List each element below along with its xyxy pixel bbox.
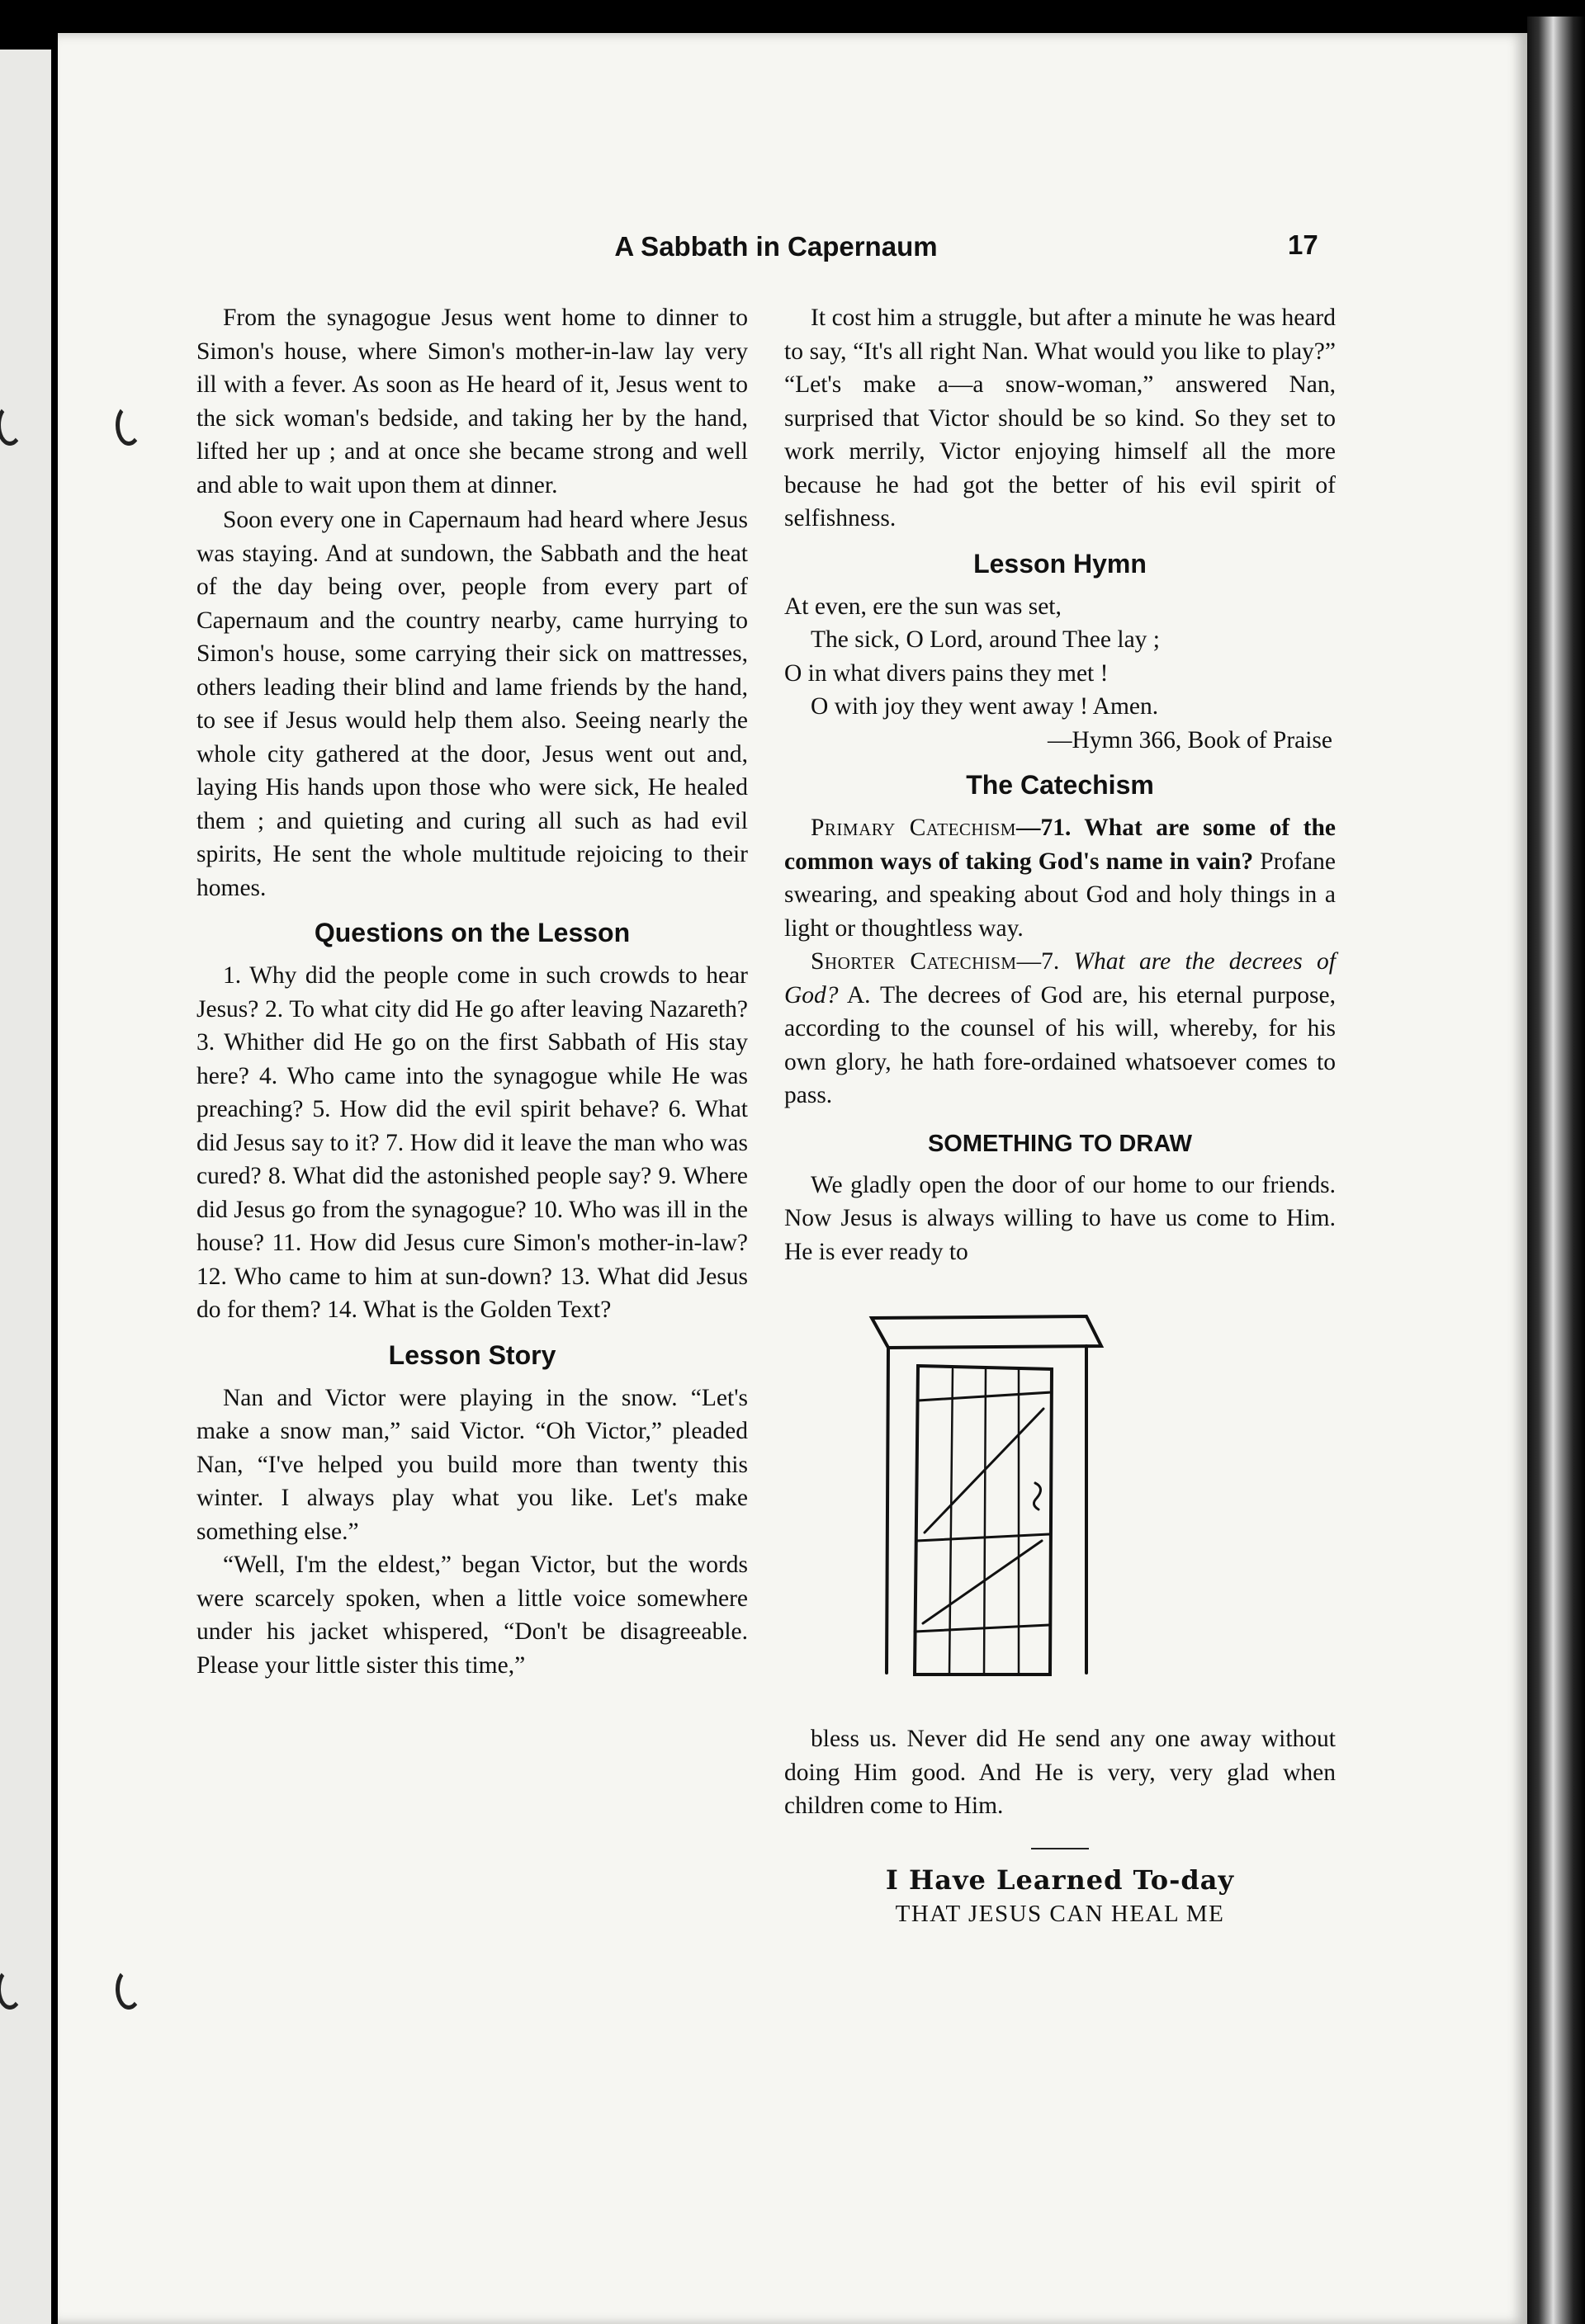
page-title: A Sabbath in Capernaum <box>614 231 938 262</box>
right-column <box>784 301 1336 1930</box>
shorter-catechism-label: Shorter Catechism <box>811 948 1017 975</box>
questions-heading: Questions on the Lesson <box>314 918 631 947</box>
shorter-catechism <box>784 945 1336 1112</box>
hymn-line: O with joy they went away ! Amen. <box>811 693 1159 720</box>
lesson-hymn-heading: Lesson Hymn <box>973 548 1147 579</box>
shorter-catechism-answer: A. The decrees of God are, his eternal purpose, according to the counsel of his will, whereby, for his own glory, he hath fore-ordained whatsoever comes to pass. <box>784 981 1336 1108</box>
primary-catechism-label: Primary Catechism <box>811 815 1016 841</box>
narrative-paragraph: Soon every one in Capernaum had heard where Jesus was staying. And at sundown, the Sabbath and the heat of the day being over, people from every part of Capernaum and the country nearby, came hurrying to Simon's house, some carrying their sick on mattresses, others leading their blind and lame friends by the hand, to see if Jesus would help them also. Seeing nearly the whole city gathered at the door, Jesus went out and, laying His hands upon those who were sick, He healed them ; and quieting and curing all such as had evil spirits, He sent the whole multitude rejoicing to their homes. <box>196 507 748 901</box>
binding-hole-mark <box>116 404 142 446</box>
catechism-heading: The Catechism <box>966 770 1154 800</box>
shorter-catechism-number: —7. <box>1016 948 1074 975</box>
questions-text: 1. Why did the people come in such crowds to hear Jesus? 2. To what city did He go after leaving Nazareth? 3. Whither did He go on the first Sabbath of His stay here? 4. Who came into the synagogue while He was preaching? 5. How did the evil spirit behave? 6. What did Jesus say to it? 7. How did it leave the man who was cured? 8. What did the astonished people say? 9. Where did Jesus go from the synagogue? 10. Who was ill in the house? 11. How did Jesus cure Simon's mother-in-law? 12. Who came to him at sun-down? 13. What did Jesus do for them? 14. What is the Golden Text? <box>196 962 748 1323</box>
drawing-outro: bless us. Never did He send any one away without doing Him good. And He is very, very glad when children come to Him. <box>784 1726 1336 1819</box>
something-to-draw-heading: SOMETHING TO DRAW <box>927 1130 1193 1157</box>
left-column <box>196 301 748 1682</box>
lesson-story-heading: Lesson Story <box>388 1339 556 1370</box>
primary-catechism-question: —71. What are some of the common ways of taking God's name in vain? <box>784 815 1336 875</box>
story-continuation: It cost him a struggle, but after a minute he was heard to say, “It's all right Nan. What would you like to play?” “Let's make a—a snow-woman,” answered Nan, surprised that Victor should be so kind. So they set to work merrily, Victor enjoying himself all the more because he had got the better of his evil spirit of selfishness. <box>784 305 1336 531</box>
page-number: 17 <box>1288 229 1318 260</box>
primary-catechism-answer: Profane swearing, and speaking about God and holy things in a light or thoughtless way. <box>784 848 1336 942</box>
drawing-intro: We gladly open the door of our home to our friends. Now Jesus is always willing to have us come to Him. He is ever ready to <box>784 1171 1336 1265</box>
hymn-line: At even, ere the sun was set, <box>784 593 1062 620</box>
hymn-verse <box>784 590 1336 758</box>
page-stack-edge <box>1527 17 1585 2324</box>
hymn-citation: —Hymn 366, Book of Praise <box>1048 726 1332 753</box>
door-left-post <box>887 1348 888 1673</box>
learned-today-text: THAT JESUS CAN HEAL ME <box>895 1900 1225 1927</box>
shorter-catechism-question: What are the decrees of God? <box>784 948 1336 1008</box>
door-lintel <box>872 1316 1101 1348</box>
door-latch-icon <box>1034 1483 1040 1509</box>
hymn-line: O in what divers pains they met ! <box>784 659 1109 687</box>
divider <box>1031 1848 1089 1849</box>
hymn-line: The sick, O Lord, around Thee lay ; <box>811 626 1160 653</box>
primary-catechism <box>784 811 1336 945</box>
story-paragraph: Nan and Victor were playing in the snow. “Let's make a snow man,” said Victor. “Oh Victor,” pleaded Nan, “I've helped you build more than twenty this winter. I always play what you like. Let's make something else.” <box>196 1384 748 1545</box>
binding-hole-mark <box>116 1968 142 2010</box>
story-paragraph: “Well, I'm the eldest,” began Victor, but the words were scarcely spoken, when a little voice somewhere under his jacket whispered, “Don't be disagreeable. Please your little sister this time,” <box>196 1552 748 1679</box>
learned-today-heading: I Have Learned To-day <box>885 1863 1235 1896</box>
narrative-paragraph: From the synagogue Jesus went home to dinner to Simon's house, where Simon's mother-in-law lay very ill with a fever. As soon as He heard of it, Jesus went to the sick woman's bedside, and taking her by the hand, lifted her up ; and at once she became strong and well and able to wait upon them at dinner. <box>196 305 748 498</box>
door-illustration <box>829 1293 1291 1689</box>
